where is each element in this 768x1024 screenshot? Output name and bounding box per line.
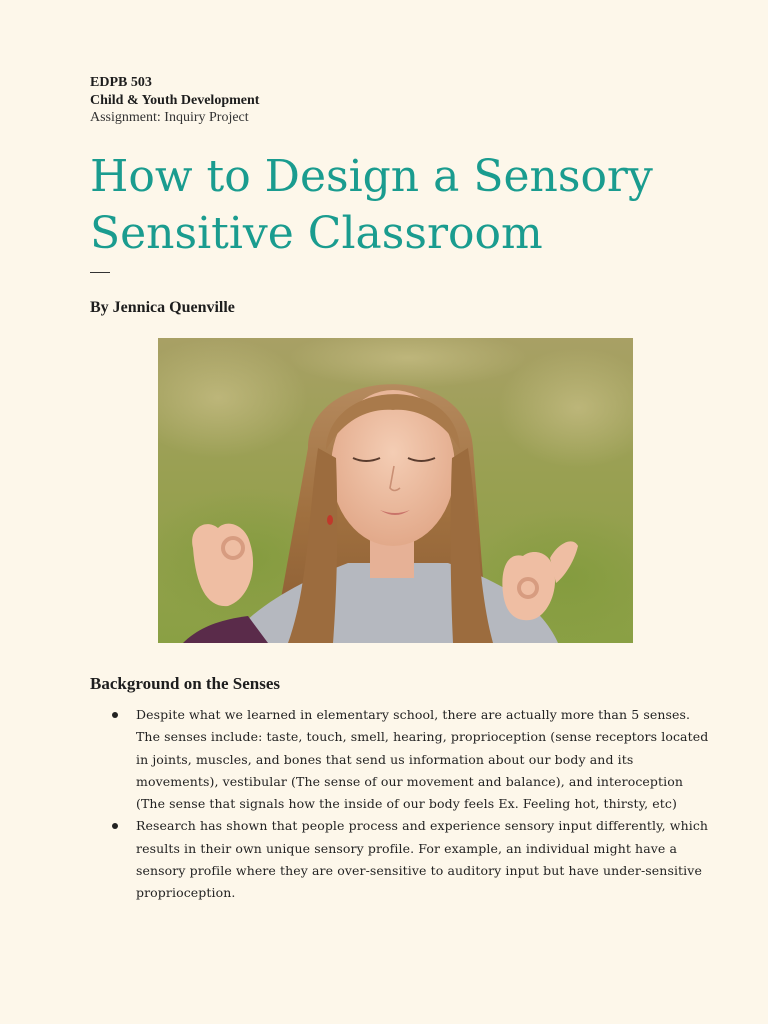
course-code: EDPB 503 <box>90 75 152 90</box>
meditating-girl-photo <box>158 338 633 643</box>
bullet-list <box>110 704 710 905</box>
course-name: Child & Youth Development <box>90 93 260 108</box>
list-item-text: Despite what we learned in elementary school, there are actually more than 5 senses. The senses include: taste, touch, smell, hearing, proprioception (sense receptors located in joints, muscles, and bones that send us information about our body and its movements), vestibular (The sense of our movement and balance), and interoception (The sense that signals how the inside of our body feels Ex. Feeling hot, thirsty, etc) <box>136 707 709 812</box>
title-line-2: Sensitive Classroom <box>90 208 543 259</box>
bullet-icon <box>112 823 118 829</box>
section-heading: Background on the Senses <box>90 674 281 693</box>
title-line-1: How to Design a Sensory <box>90 151 653 202</box>
author-byline: By Jennica Quenville <box>90 299 235 316</box>
page-title <box>90 148 710 262</box>
assignment-label: Assignment: Inquiry Project <box>90 110 249 125</box>
list-item-text: Research has shown that people process and experience sensory input differently, which results in their own unique sensory profile. For example, an individual might have a sensory profile where they are over-sensitive to auditory input but have under-sensitive proprioception. <box>136 818 709 901</box>
list-item <box>110 704 710 815</box>
title-divider <box>90 272 110 273</box>
list-item <box>110 815 710 904</box>
bullet-icon <box>112 712 118 718</box>
